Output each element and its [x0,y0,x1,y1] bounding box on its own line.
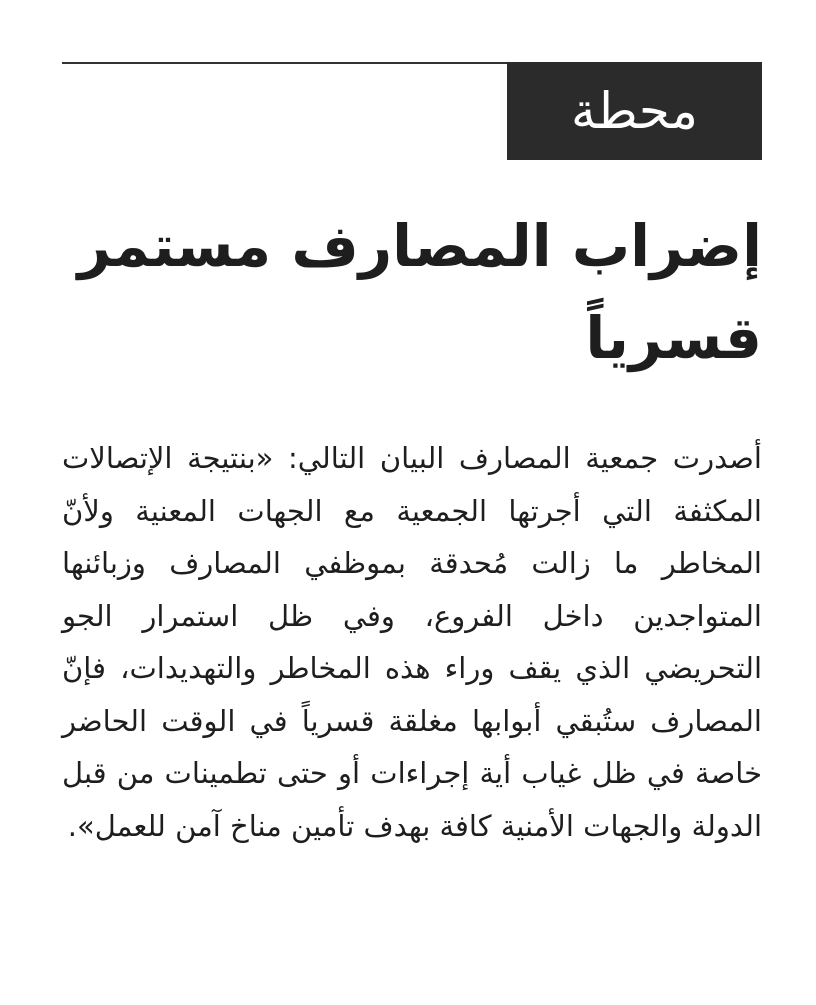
section-label: محطة [571,82,698,140]
section-label-box [507,62,762,160]
article-body: أصدرت جمعية المصارف البيان التالي: «بنتيجة الإتصالات المكثفة التي أجرتها الجمعية مع الجهات المعنية ولأنّ المخاطر ما زالت مُحدقة بموظفي المصارف وزبائنها المتواجدين داخل الفروع، وفي ظل استمرار الجو التحريضي الذي يقف وراء هذه المخاطر والتهديدات، فإنّ المصارف ستُبقي أبوابها مغلقة قسرياً في الوقت الحاضر خاصة في ظل غياب أية إجراءات أو حتى تطمينات من قبل الدولة والجهات الأمنية كافة بهدف تأمين مناخ آمن للعمل». [62,441,762,843]
article-headline: إضراب المصارف مستمر قسرياً [77,212,762,372]
